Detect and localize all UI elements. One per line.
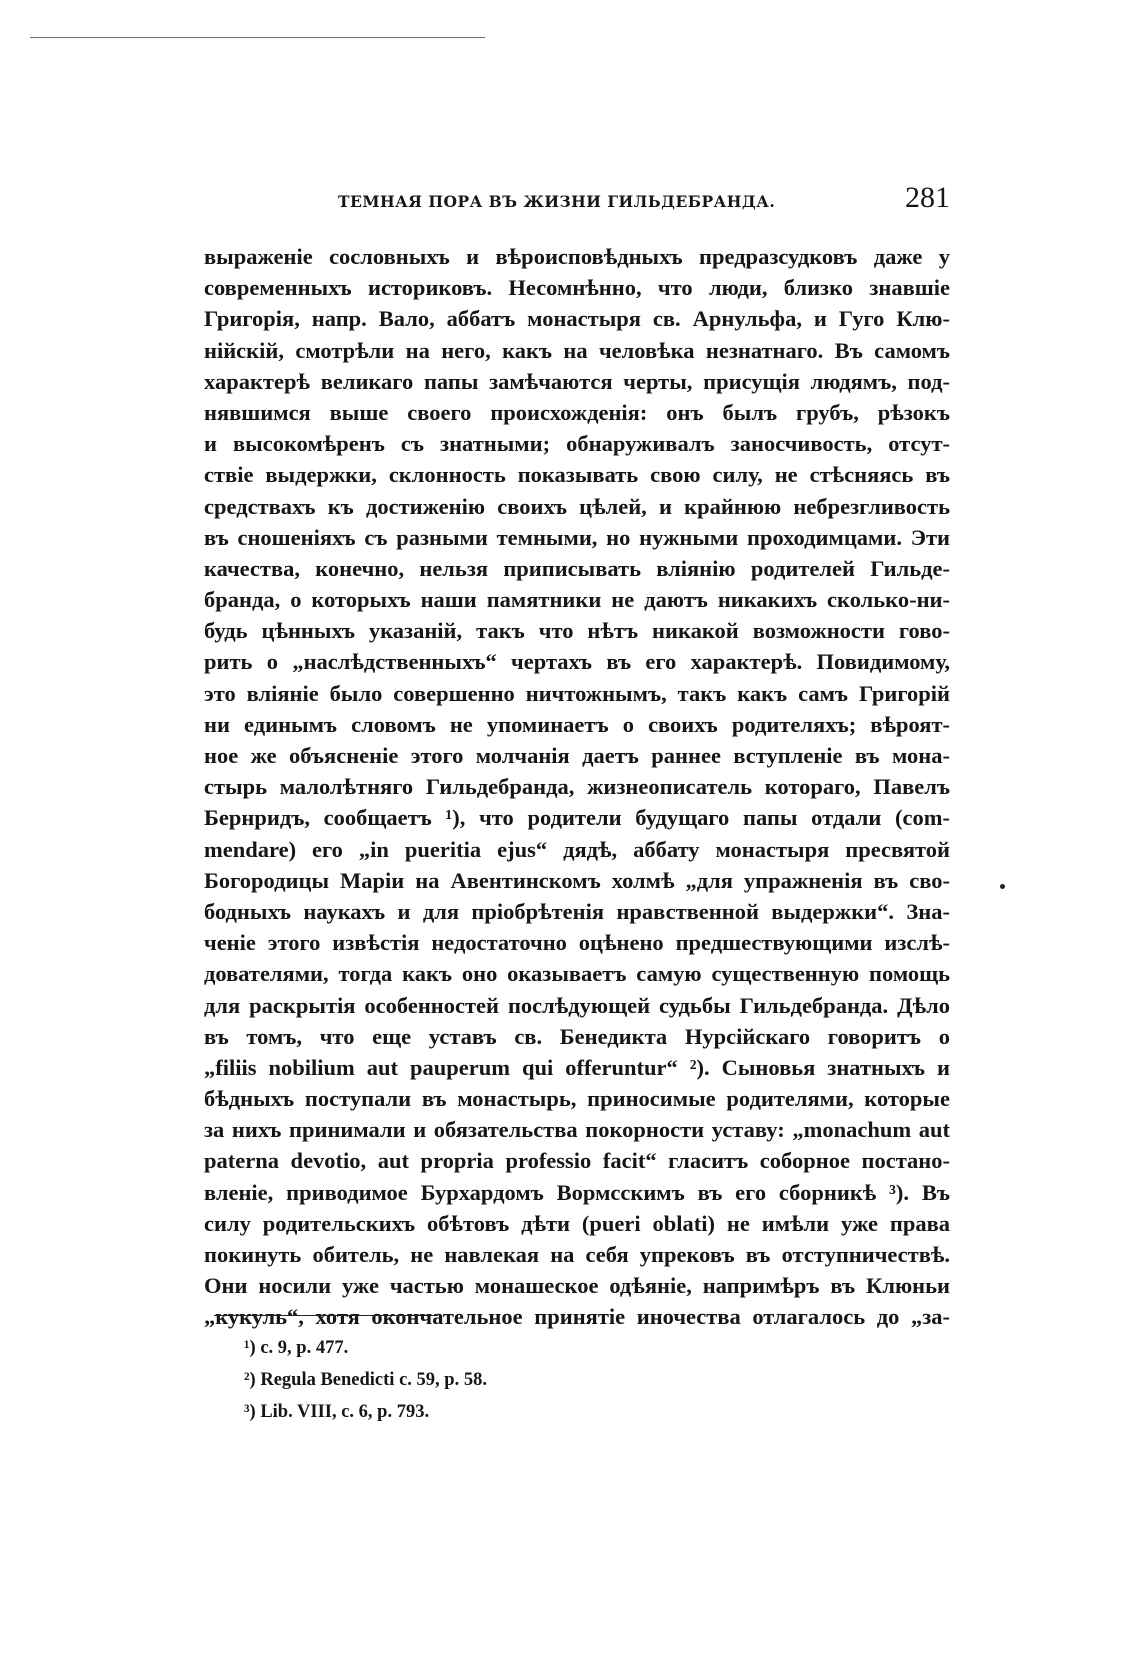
text-line: будь цѣнныхъ указаній, такъ что нѣтъ никакой возможности гово- — [204, 618, 950, 644]
text-line: въ сношеніяхъ съ разными темными, но нужными проходимцами. Эти — [204, 524, 950, 550]
text-line: бодныхъ наукахъ и для пріобрѣтенія нравственной выдержки“. Зна- — [204, 898, 950, 924]
top-scan-rule — [30, 37, 485, 38]
text-line: ни единымъ словомъ не упоминаетъ о своихъ родителяхъ; вѣроят- — [204, 711, 950, 737]
footnote-item: ²) Regula Benedicti c. 59, p. 58. — [244, 1370, 487, 1390]
text-line: покинуть обитель, не навлекая на себя упрековъ въ отступничествѣ. — [204, 1242, 950, 1267]
text-line: „кукуль“, хотя окончательное принятіе иночества отлагалось до „за- — [204, 1304, 950, 1330]
text-line: за нихъ принимали и обязательства покорности уставу: „monachum aut — [204, 1117, 950, 1143]
text-line: дователями, тогда какъ оно оказываетъ самую существенную помощь — [204, 961, 950, 987]
text-line: характерѣ великаго папы замѣчаются черты, присущія людямъ, под- — [204, 368, 950, 394]
text-line: это вліяніе было совершенно ничтожнымъ, такъ какъ самъ Григорій — [204, 680, 950, 706]
running-title: ТЕМНАЯ ПОРА ВЪ ЖИЗНИ ГИЛЬДЕБРАНДА. — [338, 192, 776, 211]
page-header — [204, 183, 950, 219]
text-line: бѣдныхъ поступали въ монастырь, приносимые родителями, которые — [204, 1086, 950, 1112]
text-line: качества, конечно, нельзя приписывать вліянію родителей Гильде- — [204, 555, 950, 581]
footnote-separator — [214, 1315, 438, 1316]
text-line: Они носили уже частью монашеское одѣяніе, напримѣръ въ Клюньи — [204, 1273, 950, 1299]
text-line: ченіе этого извѣстія недостаточно оцѣнено предшествующими изслѣ- — [204, 930, 950, 956]
main-text — [204, 241, 950, 1333]
text-line: силу родительскихъ обѣтовъ дѣти (pueri oblati) не имѣли уже права — [204, 1210, 950, 1236]
text-line: Богородицы Маріи на Авентинскомъ холмѣ „для упражненія въ сво- — [204, 867, 950, 893]
text-line: ствіе выдержки, склонность показывать свою силу, не стѣсняясь въ — [204, 462, 950, 488]
text-line: стырь малолѣтняго Гильдебранда, жизнеописатель котораго, Павелъ — [204, 774, 950, 800]
text-line: mendare) его „in pueritia ejus“ дядѣ, аббату монастыря пресвятой — [204, 836, 950, 862]
footnote-item: ¹) c. 9, p. 477. — [244, 1338, 349, 1358]
text-line: нявшимся выше своего происхожденія: онъ былъ грубъ, рѣзокъ — [204, 399, 950, 425]
text-line: нійскій, смотрѣли на него, какъ на человѣка незнатнаго. Въ самомъ — [204, 337, 950, 363]
text-line: современныхъ историковъ. Несомнѣнно, что люди, близко знавшіе — [204, 275, 950, 301]
text-line: бранда, о которыхъ наши памятники не даютъ никакихъ сколько-ни- — [204, 587, 950, 613]
text-line: выраженіе сословныхъ и вѣроисповѣдныхъ предразсудковъ даже у — [204, 244, 950, 269]
text-line: въ томъ, что еще уставъ св. Бенедикта Нурсійскаго говоритъ о — [204, 1023, 950, 1049]
text-line: и высокомѣренъ съ знатными; обнаруживалъ заносчивость, отсут- — [204, 431, 950, 457]
margin-speck — [1000, 884, 1005, 889]
text-line: вленіе, приводимое Бурхардомъ Вормсскимъ въ его сборникѣ ³). Въ — [204, 1179, 950, 1205]
text-line: Григорія, напр. Вало, аббатъ монастыря св. Арнульфа, и Гуго Клю- — [204, 306, 950, 332]
page-number: 281 — [905, 181, 950, 214]
footnotes — [244, 1332, 487, 1428]
text-line: для раскрытія особенностей послѣдующей судьбы Гильдебранда. Дѣло — [204, 992, 950, 1018]
text-line: „filiis nobilium aut pauperum qui offeruntur“ ²). Сыновья знатныхъ и — [204, 1054, 950, 1080]
text-line: ное же объясненіе этого молчанія даетъ раннее вступленіе въ мона- — [204, 743, 950, 768]
footnote-item: ³) Lib. VIII, c. 6, p. 793. — [244, 1402, 430, 1422]
text-line: рить о „наслѣдственныхъ“ чертахъ въ его характерѣ. Повидимому, — [204, 649, 950, 675]
text-line: средствахъ къ достиженію своихъ цѣлей, и крайнюю небрезгливость — [204, 493, 950, 519]
text-line: Бернридъ, сообщаетъ ¹), что родители будущаго папы отдали (com- — [204, 805, 950, 831]
text-line: paterna devotio, aut propria professio facit“ гласитъ соборное постано- — [204, 1148, 950, 1174]
